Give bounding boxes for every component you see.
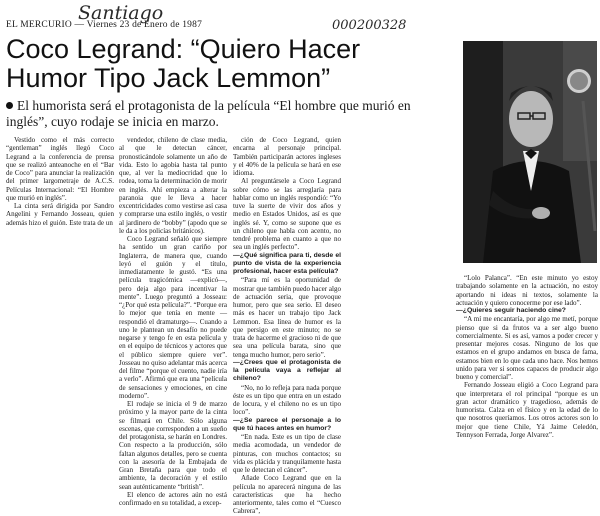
question-paragraph: —¿Qué significa para ti, desde el punto de vista de la experiencia profesional, hacer esta película? <box>233 251 341 275</box>
body-paragraph: “No, no lo refleja para nada porque éste es un tipo que entra en un estado de locura, y el chileno no es un tipo loco”. <box>233 383 341 417</box>
body-paragraph: El elenco de actores aún no está confirmado en su totalidad, a excep- <box>119 490 227 507</box>
body-column-1 <box>6 136 114 227</box>
question-paragraph: —¿Crees que el protagonista de la película vaya a reflejar al chileno? <box>233 358 341 383</box>
question-paragraph: —¿Se parece el personaje a lo que tú haces antes en humor? <box>233 416 341 432</box>
body-paragraph: “En nada. Este es un tipo de clase media acomodada, un vendedor de pinturas, con muchos contactos; su vida es plácida y tranquilamente hasta que le detectan el cáncer”. <box>233 433 341 474</box>
body-column-4 <box>456 274 598 439</box>
body-paragraph: Vestido como el más correcto “gentleman” inglés llegó Coco Legrand a la conferencia de prensa que se realizó anteanoche en el “Bar de Coco” para anunciar la realización del primer largometraje de A.C.S. Películas Internacional: “El Hombre que murió en inglés”. <box>6 136 114 202</box>
body-paragraph: El rodaje se inicia el 9 de marzo próximo y la mayor parte de la cinta se filmará en Chile. Sólo alguna escenas, que corresponden a un sueño del protagonista, se harán en Londres. Con respecto a la producción, sólo faltan algunos detalles, pero se cuenta con la asesoría de la Embajada de Gran Bretaña para que todo el ambiente, la decoración y el estilo sean auténticamente “british”. <box>119 400 227 491</box>
headline-line-1: Coco Legrand: “Quiero Hacer <box>6 34 361 64</box>
body-paragraph: ción de Coco Legrand, quien encarna al personaje principal. También participarán actores ingleses y el 40% de la película se hará en ese idioma. <box>233 136 341 177</box>
bullet-icon <box>6 102 13 109</box>
question-paragraph: —¿Quieres seguir haciendo cine? <box>456 307 566 314</box>
headline <box>6 35 456 93</box>
body-paragraph: Al preguntársele a Coco Legrand sobre cómo se las arreglaría para hablar como un inglés respondió: “Yo tuve la suerte de vivir dos años y medio en Estados Unidos, así es que inglés sé. Y, como se supone que es un chileno que habla con acento, no tendré problema en cuanto a que no sea un inglés perfecto”. <box>233 177 341 252</box>
handwritten-source: Santiago <box>78 2 164 24</box>
body-paragraph: Fernando Josseau eligió a Coco Legrand para que interpretara el rol principal “porque es un gran actor dramático y tragedioso, además de humorista. Calza en el físico y en la edad de lo que nosotros queríamos. Los otros actores son lo mejor que tiene Chile, Yá Jaime Celedón, Tennyson Ferrada, Jorge Alvarez”. <box>456 381 598 439</box>
body-paragraph: “Lolo Palanca”. “En este minuto yo estoy trabajando solamente en la actuación, no estoy aportando ni ideas ni textos, solamente la actuación y quiero conocerme por ese lado”. <box>456 274 598 307</box>
body-paragraph: Coco Legrand señaló que siempre ha sentido un gran cariño por Inglaterra, de manera que, cuando leyó el guión y el título, inmediatamente le gustó. “Es una película tragicómica —explicó—, pero deja algo para incentivar la mente”. Luego preguntó a Josseau: “¿Por qué esta película?”. “Porque era lo mejor que tenía en mente —respondió el dramaturgo—. Cuando a uno le plantean un desafío no puede negarse y tengo fe en esta película y en el equipo de técnicos y actores que el público siempre quiere ver”. Josseau no quiso adelantar más acerca del filme “porque el cuento, nadie iría a verlo”. Afirmó que era una “película de sensaciones y emociones, en cine moderno”. <box>119 235 227 400</box>
portrait-photo <box>463 41 597 263</box>
handwritten-code: 000200328 <box>332 18 407 33</box>
portrait-illustration <box>463 41 597 263</box>
body-paragraph: vendedor, chileno de clase media, al que le detectan cáncer, pronosticándole solamente un año de vida. Esto lo agobia hasta tal punto que, al ver la mediocridad que lo rodea, toma la determinación de morir en inglés. Ahí empieza a alterar la paranoia que le lleva a hacer excentricidades como vestirse así casa y comprarse una estilo inglés, o vestir al jardinero de “bobby” (apodo que se le da a los policías británicos). <box>119 136 228 235</box>
body-column-2 <box>119 136 227 507</box>
deck-text: El humorista será el protagonista de la película “El hombre que murió en inglés”, cuyo rodaje se inicia en marzo. <box>6 98 411 129</box>
masthead: EL MERCURIO — Viernes 23 de Enero de 1987 <box>6 20 203 30</box>
body-paragraph: “Para mí es la oportunidad de mostrar que también puedo hacer algo de actuación seria, que provoque humor, pero que sea serio. El deseo más es hacer un trabajo tipo Jack Lemmon. Esa línea de humor es la que persigo en este minuto; no se trata de hacerme el gracioso ni de que sea una película barata, sino que tenga mucho humor, pero serio”. <box>233 276 341 359</box>
headline-line-2: Humor Tipo Jack Lemmon” <box>6 63 331 93</box>
body-column-3 <box>233 136 341 516</box>
body-paragraph: Añade Coco Legrand que en la película no aparecerá ninguna de las características que ha hecho anteriormente, tales como el “Cuesco Cabrera”, <box>233 474 341 516</box>
body-paragraph: La cinta será dirigida por Sandro Angelini y Fernando Josseau, quien además hizo el guión. Este trata de un <box>6 202 114 227</box>
body-paragraph: “A mí me encantaría, por algo me metí, porque pienso que si da frutos va a ser algo bueno comercialmente. Si es así, vamos a poder crecer y presentar mejores cosas. Ninguno de los que estamos en el grupo andamos en busca de fama, estamos bien en lo que cada uno hace. Nos hemos unido para ver si somos capaces de producir algo bueno y comercial”. <box>456 315 598 381</box>
deck <box>6 98 454 130</box>
